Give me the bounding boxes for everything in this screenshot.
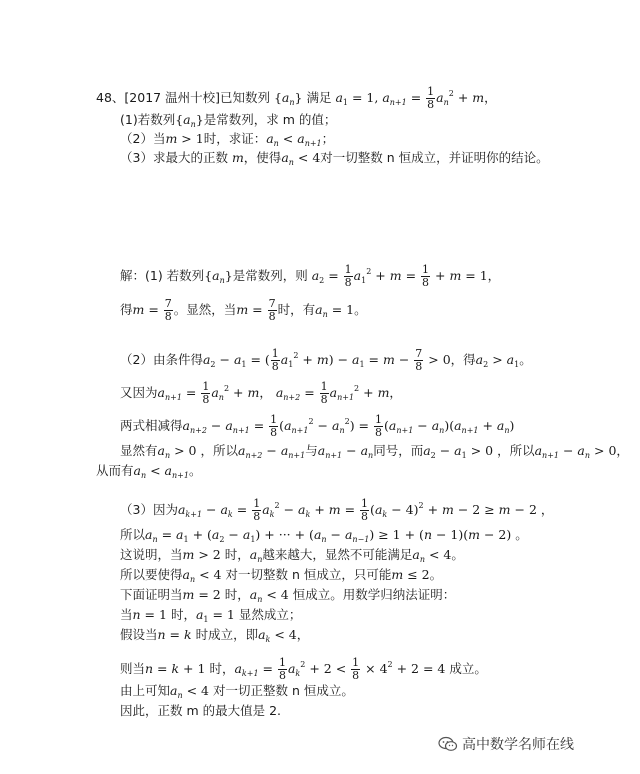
problem-part-2: （2）当m > 1时，求证：$a_n < a_{n+1}$；	[120, 131, 335, 148]
solution-line-8: （3）因为$a_{k+1} - a_k$ = $\frac{1}{8}$ $a_k^2 - a_k + m$ = $\frac{1}{8}$ $(a_k - 4)^2 + m - 2 \ge m - 2$ ，	[120, 497, 554, 523]
solution-line-4: 又因为$a_{n+1}$ = $\frac{1}{8}$ $a_n^2 + m$， $a_{n+2}$ = $\frac{1}{8}$ $a_{n+1}^2 + m$，	[120, 380, 402, 406]
problem-part-1: (1)若数列$\{a_n\}$是常数列，求 m 的值；	[120, 112, 337, 129]
solution-line-7: 从而有$a_n < a_{n+1}$。	[96, 463, 202, 480]
solution-line-12: 下面证明当m = 2 时，$a_n < 4$ 恒成立。用数学归纳法证明：	[120, 587, 456, 604]
solution-line-10: 这说明，当m > 2 时，$a_n$越来越大，显然不可能满足$a_n < 4$。	[120, 547, 464, 564]
wechat-icon	[438, 736, 458, 752]
solution-line-6: 显然有$a_n > 0$ ，所以$a_{n+2} - a_{n+1}$与$a_{n+1} - a_n$同号，而$a_2 - a_1 > 0$ ，所以$a_{n+1} - a_n > 0$，	[120, 443, 629, 460]
solution-line-13: 当n = 1 时，$a_1 = 1$ 显然成立；	[120, 607, 302, 624]
problem-part-3: （3）求最大的正数 m，使得$a_n < 4$对一切整数 n 恒成立，并证明你的结论。	[120, 150, 549, 167]
solution-line-15: 则当n = k + 1 时，$a_{k+1}$ = $\frac{1}{8}$ $a_k^2 + 2$ < $\frac{1}{8}$ × $4^2 + 2 = 4$ 成立。	[120, 656, 487, 682]
solution-line-11: 所以要使得$a_n < 4$ 对一切整数 n 恒成立，只可能m ≤ 2。	[120, 567, 443, 584]
solution-line-1: 解：(1) 若数列$\{a_n\}$是常数列，则 $a_2$ = $\frac{1}{8}$ $a_1^2 + m$ = $\frac{1}{8}$ + m = 1，	[120, 263, 501, 289]
solution-line-16: 由上可知$a_n < 4$ 对一切正整数 n 恒成立。	[120, 683, 354, 700]
problem-number: 48、	[96, 90, 125, 105]
problem-source: [2017 温州十校]已知数列	[124, 90, 270, 105]
solution-line-17: 因此，正数 m 的最大值是 2.	[120, 703, 282, 718]
problem-line-1: 48、[2017 温州十校]已知数列 $\{a_n\}$ 满足 $a_1 = 1$, $a_{n+1}$ = $\frac{1}{8}$ $a_n^2 + m$，	[96, 85, 497, 111]
solution-line-9: 所以$a_n = a_1 + (a_2 - a_1)$ + ··· + $(a_n - a_{n-1}) \ge 1 + (n - 1)(m - 2)$ 。	[120, 527, 528, 544]
watermark-text: 高中数学名师在线	[462, 737, 574, 753]
watermark	[438, 734, 574, 754]
solution-line-2: 得m = $\frac{7}{8}$ 。显然，当m = $\frac{7}{8}$ 时，有$a_n = 1$。	[120, 297, 367, 323]
solution-line-5: 两式相减得$a_{n+2} - a_{n+1}$ = $\frac{1}{8}$ $(a_{n+1}^2 - a_n^2)$ = $\frac{1}{8}$ $(a_{n+1} - a_n)(a_{n+1} + a_n)$	[120, 413, 515, 439]
solution-line-14: 假设当n = k 时成立，即$a_k < 4$，	[120, 627, 310, 644]
solution-line-3: （2）由条件得$a_2 - a_1$ = ( $\frac{1}{8}$ $a_1^2 + m) - a_1 = m$ − $\frac{7}{8}$ > 0，得$a_2 > a_1$。	[120, 347, 532, 373]
